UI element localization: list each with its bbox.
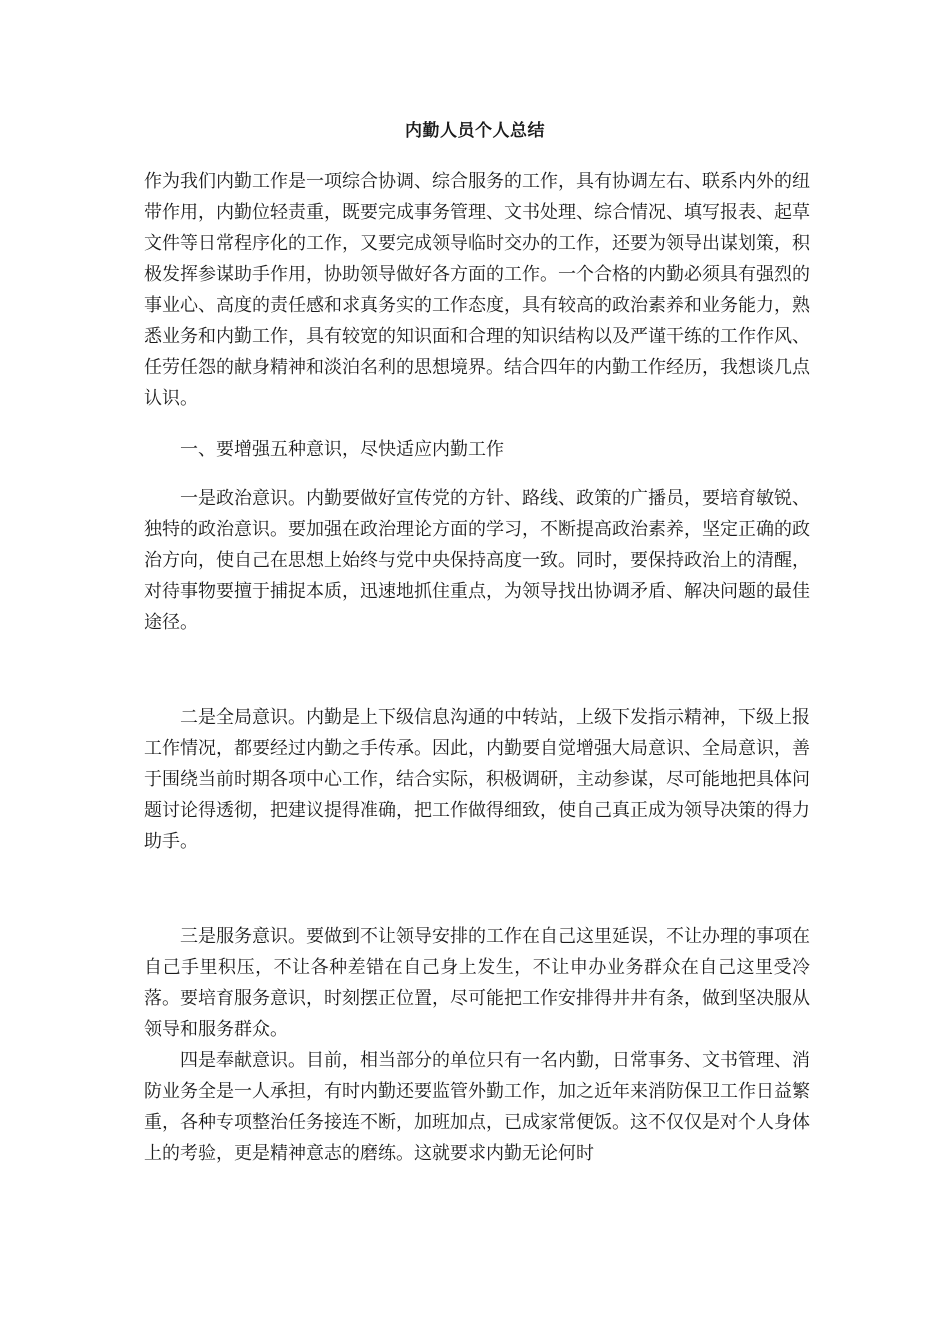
document-body — [144, 166, 810, 1169]
paragraph-dedication-awareness: 四是奉献意识。目前，相当部分的单位只有一名内勤，日常事务、文书管理、消防业务全是一人承担，有时内勤还要监管外勤工作，加之近年来消防保卫工作日益繁重，各种专项整治任务接连不断，加班加点，已成家常便饭。这不仅仅是对个人身体上的考验，更是精神意志的磨练。这就要求内勤无论何时 — [144, 1050, 810, 1164]
paragraph-service-awareness: 三是服务意识。要做到不让领导安排的工作在自己这里延误，不让办理的事项在自己手里积压，不让各种差错在自己身上发生，不让申办业务群众在自己这里受冷落。要培育服务意识，时刻摆正位置，尽可能把工作安排得井井有条，做到坚决服从领导和服务群众。 — [144, 926, 810, 1040]
document-title: 内勤人员个人总结 — [405, 121, 545, 141]
section-heading-1: 一、要增强五种意识，尽快适应内勤工作 — [180, 439, 504, 460]
paragraph-overall-awareness: 二是全局意识。内勤是上下级信息沟通的中转站，上级下发指示精神，下级上报工作情况，都要经过内勤之手传承。因此，内勤要自觉增强大局意识、全局意识，善于围绕当前时期各项中心工作，结合实际，积极调研，主动参谋，尽可能地把具体问题讨论得透彻，把建议提得准确，把工作做得细致，使自己真正成为领导决策的得力助手。 — [144, 707, 810, 852]
paragraph-political-awareness: 一是政治意识。内勤要做好宣传党的方针、路线、政策的广播员，要培育敏锐、独特的政治意识。要加强在政治理论方面的学习，不断提高政治素养，坚定正确的政治方向，使自己在思想上始终与党中央保持高度一致。同时，要保持政治上的清醒，对待事物要擅于捕捉本质，迅速地抓住重点，为领导找出协调矛盾、解决问题的最佳途径。 — [144, 488, 810, 633]
paragraph-intro: 作为我们内勤工作是一项综合协调、综合服务的工作，具有协调左右、联系内外的纽带作用，内勤位轻责重，既要完成事务管理、文书处理、综合情况、填写报表、起草文件等日常程序化的工作，又要完成领导临时交办的工作，还要为领导出谋划策，积极发挥参谋助手作用，协助领导做好各方面的工作。一个合格的内勤必须具有强烈的事业心、高度的责任感和求真务实的工作态度，具有较高的政治素养和业务能力，熟悉业务和内勤工作，具有较宽的知识面和合理的知识结构以及严谨干练的工作作风、任劳任怨的献身精神和淡泊名利的思想境界。结合四年的内勤工作经历，我想谈几点认识。 — [144, 171, 810, 409]
